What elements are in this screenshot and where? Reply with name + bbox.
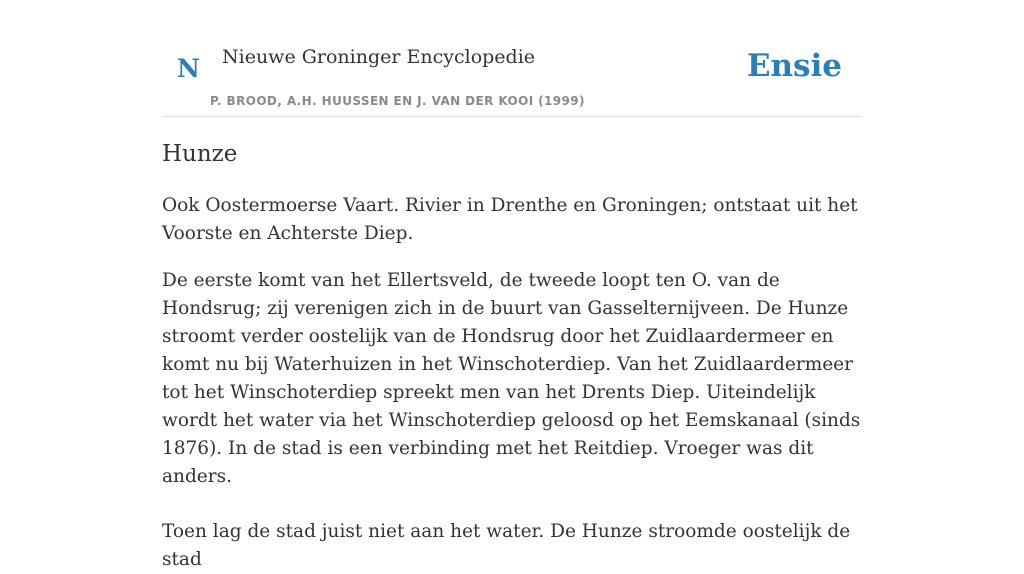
article-title: Hunze <box>162 141 238 167</box>
article-paragraph: Toen lag de stad juist niet aan het water. De Hunze stroomde oostelijk de stad <box>162 521 851 570</box>
header <box>162 0 862 117</box>
article-paragraph: Ook Oostermoerse Vaart. Rivier in Drenthe en Groningen; ontstaat uit het Voorste en Achterste Diep. <box>162 195 858 244</box>
publication-title[interactable]: Nieuwe Groninger Encyclopedie <box>222 46 536 68</box>
article <box>162 138 862 574</box>
site-logo[interactable]: Ensie <box>746 48 842 84</box>
article-paragraph: De eerste komt van het Ellertsveld, de tweede loopt ten O. van de Hondsrug; zij verenigen zich in de buurt van Gasselternijveen. De Hunze stroomt verder oostelijk van de Hondsrug door het Zuidlaardermeer en komt nu bij Waterhuizen in het Winschoterdiep. Van het Zuidlaardermeer tot het Winschoterdiep spreekt men van het Drents Diep. Uiteindelijk wordt het water via het Winschoterdiep geloosd op het Eemskanaal (sinds 1876). In de stad is een verbinding met het Reitdiep. Vroeger was dit anders. <box>162 270 861 487</box>
publication-authors: P. BROOD, A.H. HUUSSEN EN J. VAN DER KOOI (1999) <box>210 94 585 108</box>
publication-logo[interactable]: N <box>177 54 200 83</box>
